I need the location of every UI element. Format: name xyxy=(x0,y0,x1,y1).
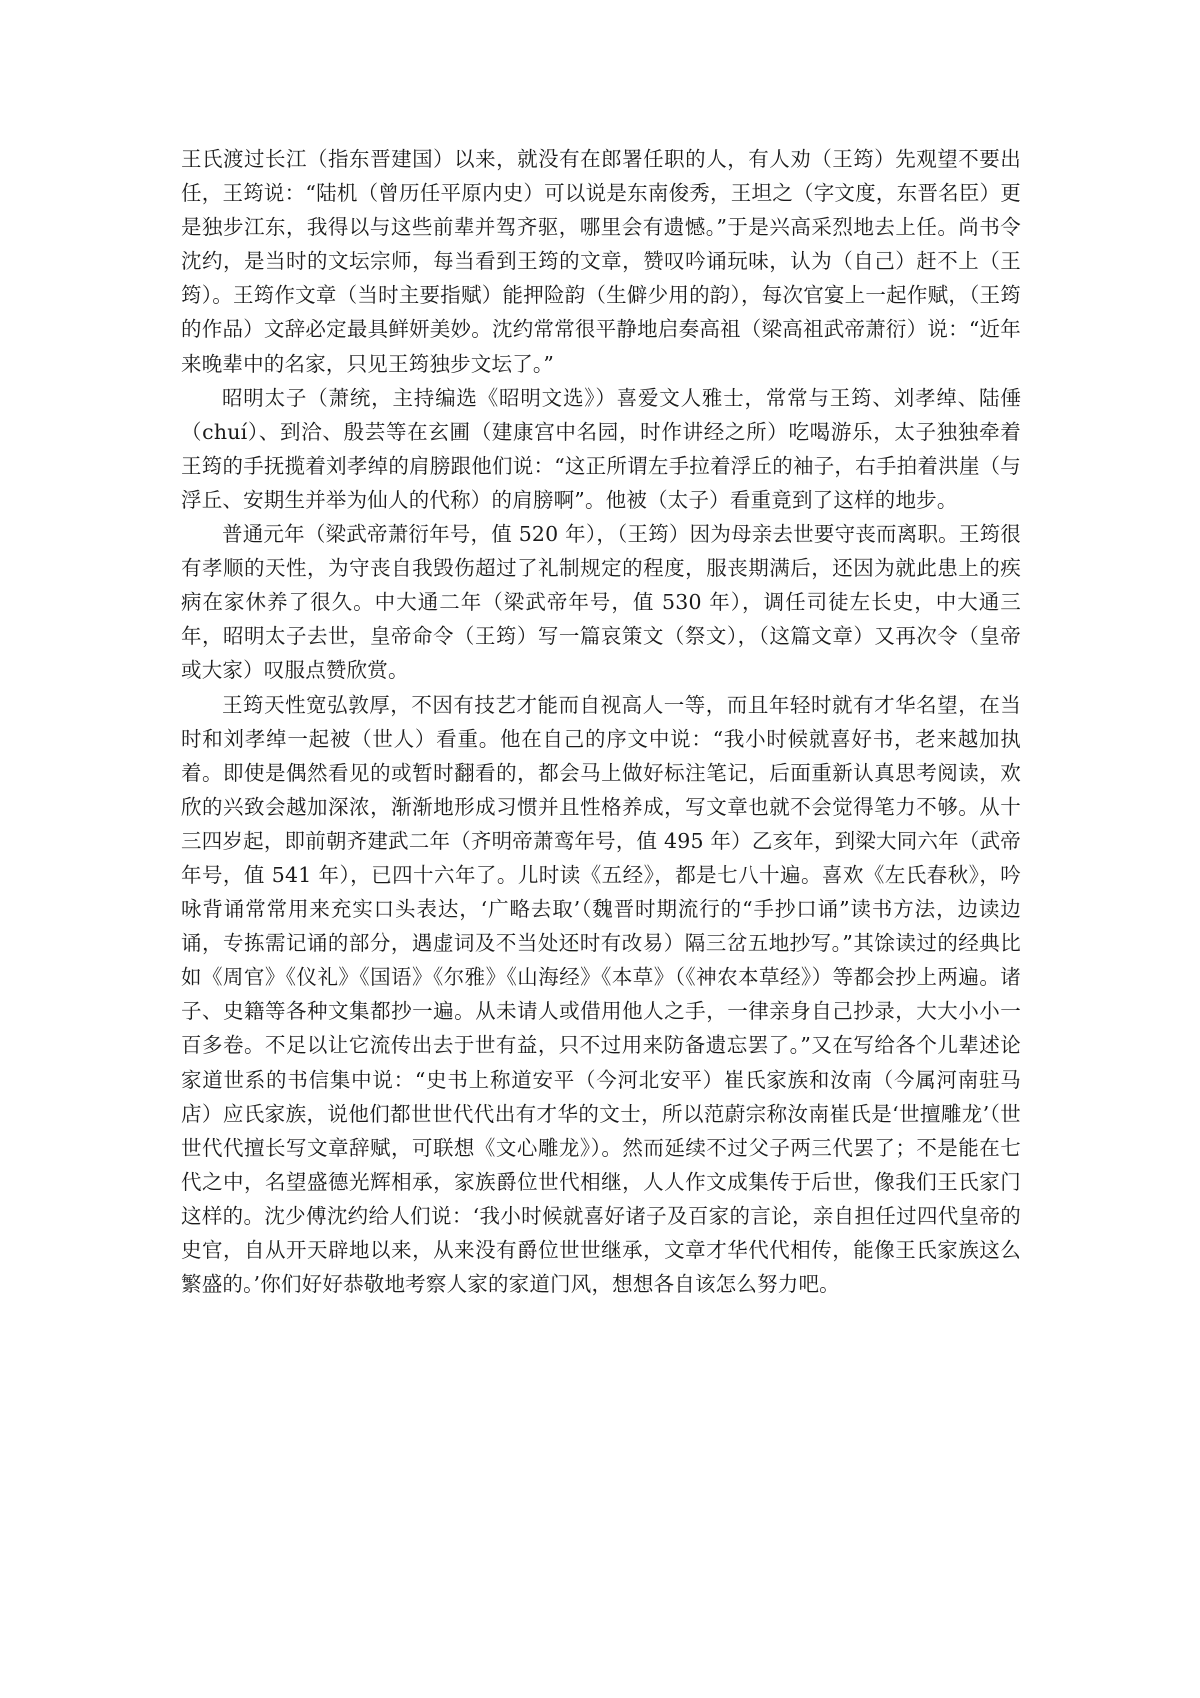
paragraph-1: 王氏渡过长江（指东晋建国）以来，就没有在郎署任职的人，有人劝（王筠）先观望不要出任，王筠说：“陆机（曾历任平原内史）可以说是东南俊秀，王坦之（字文度，东晋名臣）更是独步江东，我得以与这些前辈并驾齐驱，哪里会有遗憾。”于是兴高采烈地去上任。尚书令沈约，是当时的文坛宗师，每当看到王筠的文章，赞叹吟诵玩味，认为（自己）赶不上（王筠）。王筠作文章（当时主要指赋）能押险韵（生僻少用的韵），每次官宴上一起作赋，（王筠的作品）文辞必定最具鲜妍美妙。沈约常常很平静地启奏高祖（梁高祖武帝萧衍）说：“近年来晚辈中的名家，只见王筠独步文坛了。” xyxy=(181,147,1021,376)
paragraph-4: 王筠天性宽弘敦厚，不因有技艺才能而自视高人一等，而且年轻时就有才华名望，在当时和刘孝绰一起被（世人）看重。他在自己的序文中说：“我小时候就喜好书，老来越加执着。即使是偶然看见的或暂时翻看的，都会马上做好标注笔记，后面重新认真思考阅读，欢欣的兴致会越加深浓，渐渐地形成习惯并且性格养成，写文章也就不会觉得笔力不够。从十三四岁起，即前朝齐建武二年（齐明帝萧鸾年号，值 495 年）乙亥年，到梁大同六年（武帝年号，值 541 年），已四十六年了。儿时读《五经》，都是七八十遍。喜欢《左氏春秋》，吟咏背诵常常用来充实口头表达，‘广略去取’（魏晋时期流行的“手抄口诵”读书方法，边读边诵，专拣需记诵的部分，遇虚词及不当处还时有改易）隔三岔五地抄写。”其馀读过的经典比如《周官》《仪礼》《国语》《尔雅》《山海经》《本草》（《神农本草经》）等都会抄上两遍。诸子、史籍等各种文集都抄一遍。从未请人或借用他人之手，一律亲身自己抄录，大大小小一百多卷。不足以让它流传出去于世有益，只不过用来防备遗忘罢了。”又在写给各个儿辈述论家道世系的书信集中说：“史书上称道安平（今河北安平）崔氏家族和汝南（今属河南驻马店）应氏家族，说他们都世世代代出有才华的文士，所以范蔚宗称汝南崔氏是‘世擅雕龙’（世世代代擅长写文章辞赋，可联想《文心雕龙》）。然而延续不过父子两三代罢了；不是能在七代之中，名望盛德光辉相承，家族爵位世代相继，人人作文成集传于后世，像我们王氏家门这样的。沈少傅沈约给人们说：‘我小时候就喜好诸子及百家的言论，亲自担任过四代皇帝的史官，自从开天辟地以来，从来没有爵位世世继承，文章才华代代相传，能像王氏家族这么繁盛的。’你们好好恭敬地考察人家的家道门风，想想各自该怎么努力吧。 xyxy=(181,692,1021,1297)
document-body xyxy=(181,142,1021,1301)
paragraph-2: 昭明太子（萧统，主持编选《昭明文选》）喜爱文人雅士，常常与王筠、刘孝绰、陆倕（chuí）、到洽、殷芸等在玄圃（建康宫中名园，时作讲经之所）吃喝游乐，太子独独牵着王筠的手抚揽着刘孝绰的肩膀跟他们说：“这正所谓左手拉着浮丘的袖子，右手拍着洪崖（与浮丘、安期生并举为仙人的代称）的肩膀啊”。他被（太子）看重竟到了这样的地步。 xyxy=(181,385,1021,512)
paragraph-3: 普通元年（梁武帝萧衍年号，值 520 年），（王筠）因为母亲去世要守丧而离职。王筠很有孝顺的天性，为守丧自我毁伤超过了礼制规定的程度，服丧期满后，还因为就此患上的疾病在家休养了很久。中大通二年（梁武帝年号，值 530 年），调任司徒左长史，中大通三年，昭明太子去世，皇帝命令（王筠）写一篇哀策文（祭文），（这篇文章）又再次令（皇帝或大家）叹服点赞欣赏。 xyxy=(181,522,1021,683)
